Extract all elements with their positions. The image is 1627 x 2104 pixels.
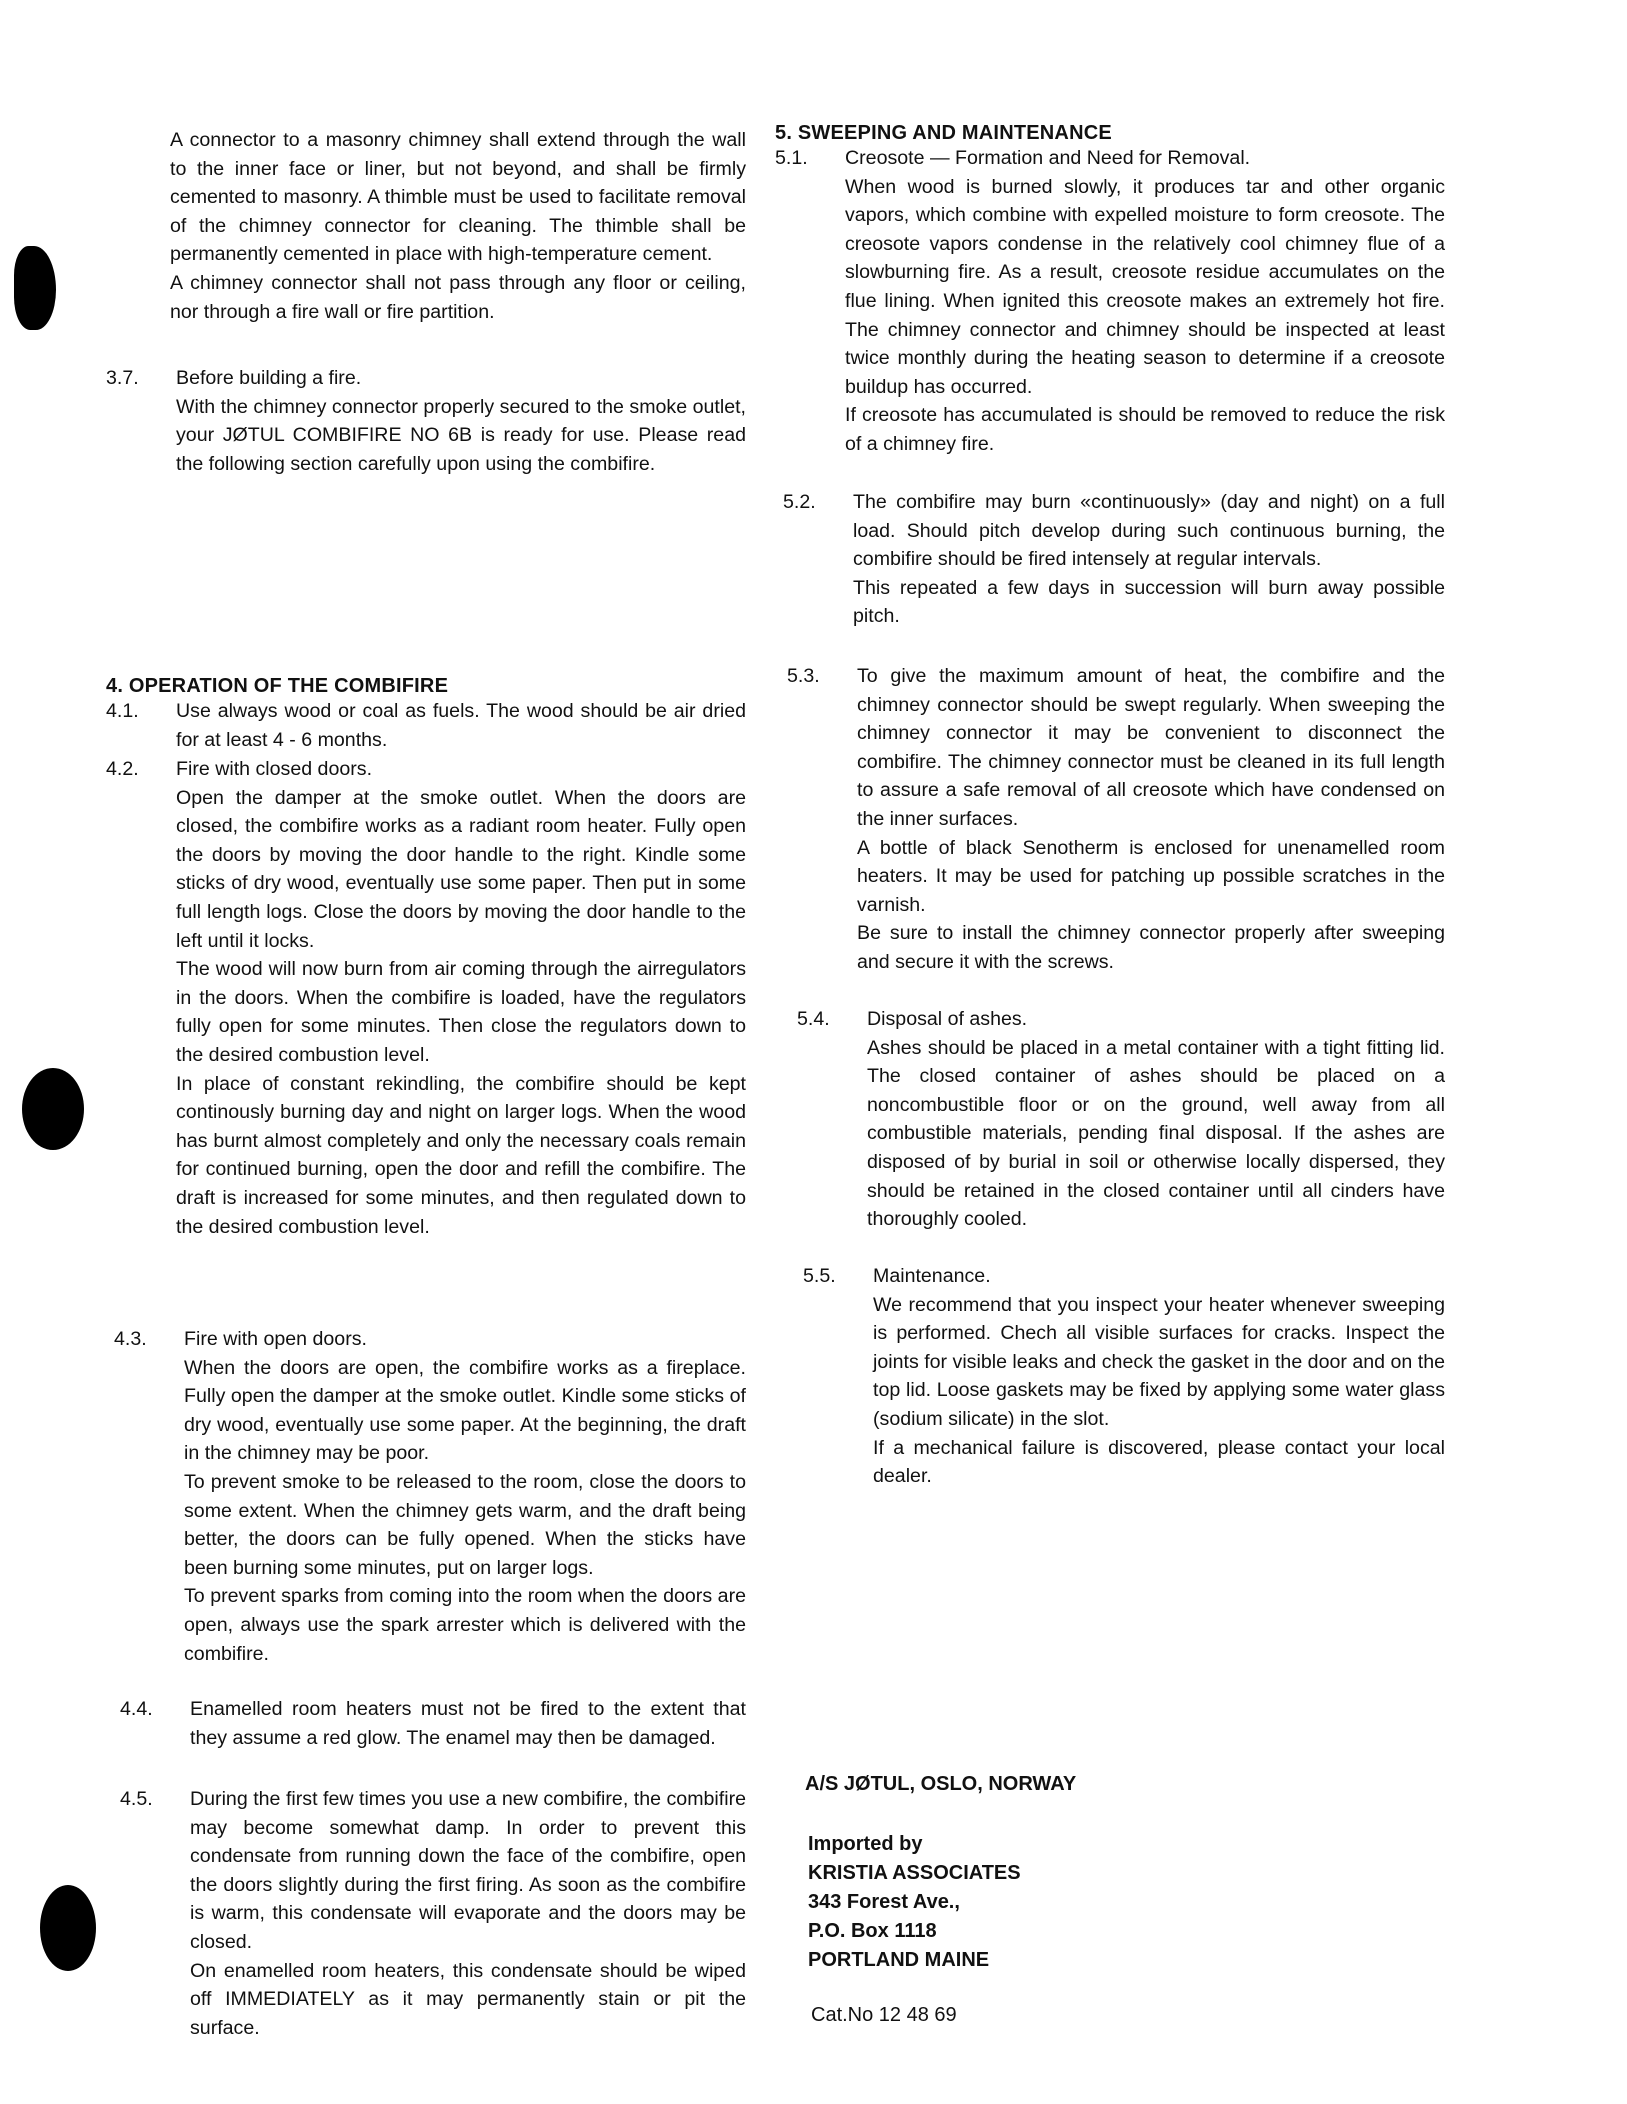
section-5-5 — [803, 1262, 1445, 1522]
section-text — [867, 1005, 1445, 1234]
section-paragraph: In place of constant rekindling, the combifire should be kept continously burning day and night on larger logs. When the wood has burnt almost completely and only the necessary coals remain for continued burning, open the door and refill the combifire. The draft is increased for some minutes, and then regulated down to the desired combustion level. — [176, 1072, 746, 1238]
section-text — [190, 1695, 746, 1752]
section-paragraph: When wood is burned slowly, it produces tar and other organic vapors, which combine with expelled moisture to form creosote. The creosote vapors condense in the relatively cool chimney flue of a slowburning fire. As a result, creosote residue accumulates on the flue lining. When ignited this creosote makes an extremely hot fire. The chimney connector and chimney should be inspected at least twice monthly during the heating season to determine if a creosote buildup has occurred. — [845, 175, 1445, 398]
section-paragraph: The wood will now burn from air coming through the airregulators in the doors. When the combifire is loaded, have the regulators fully open for some minutes. Then close the regulators down to the desired combustion level. — [176, 958, 746, 1066]
section-paragraph: To prevent sparks from coming into the room when the doors are open, always use the spark arrester which is delivered with the combifire. — [184, 1585, 746, 1665]
section-number: 5.5. — [803, 1265, 836, 1287]
section-paragraph: Maintenance. — [873, 1265, 991, 1287]
section-text — [190, 1785, 746, 2042]
imported-by-label: Imported by — [808, 1833, 923, 1855]
section-5-3 — [787, 662, 1445, 1002]
section-paragraph: Be sure to install the chimney connector properly after sweeping and secure it with the screws. — [857, 922, 1445, 973]
section-number: 4.2. — [106, 758, 139, 780]
section-paragraph: During the first few times you use a new combifire, the combifire may become somewhat damp. In order to prevent this condensate from running down the face of the combifire, open the doors slightly during the first firing. As soon as the combifire is warm, this condensate will evaporate and the doors may be closed. — [190, 1788, 746, 1953]
section-number: 5.2. — [783, 491, 816, 513]
section-text — [176, 755, 746, 1241]
section-4-2 — [106, 755, 746, 1315]
section-3-7 — [106, 364, 746, 514]
section-number: 3.7. — [106, 367, 139, 389]
section-number: 5.1. — [775, 147, 808, 169]
section-4-3 — [114, 1325, 746, 1695]
section-5-4 — [797, 1005, 1445, 1265]
section-text — [853, 488, 1445, 631]
intro-text — [170, 126, 746, 326]
manufacturer-line: A/S JØTUL, OSLO, NORWAY — [805, 1773, 1077, 1795]
section-text — [176, 364, 746, 478]
section-paragraph: To prevent smoke to be released to the room, close the doors to some extent. When the chimney gets warm, and the draft being better, the doors can be fully opened. When the sticks have been burning some minutes, put on larger logs. — [184, 1470, 746, 1579]
punch-hole-top — [14, 246, 56, 330]
section-paragraph: With the chimney connector properly secured to the smoke outlet, your JØTUL COMBIFIRE NO 6B is ready for use. Please read the following section carefully upon using the combifire. — [176, 395, 746, 475]
section-paragraph: Enamelled room heaters must not be fired to the extent that they assume a red glow. The enamel may then be damaged. — [190, 1698, 746, 1749]
section-paragraph: Creosote — Formation and Need for Removal. — [845, 147, 1251, 169]
section-paragraph: Ashes should be placed in a metal container with a tight fitting lid. The closed container of ashes should be placed on a noncombustible floor or on the ground, well away from all combustible materials, pending final disposal. If the ashes are disposed of by burial in soil or otherwise locally dispersed, they should be retained in the closed container until all cinders have thoroughly cooled. — [867, 1036, 1445, 1231]
section-paragraph: Before building a fire. — [176, 367, 362, 389]
section-5-1 — [775, 144, 1445, 484]
section-number: 4.1. — [106, 700, 139, 722]
punch-hole-bottom — [40, 1885, 96, 1971]
address-line: P.O. Box 1118 — [808, 1920, 937, 1942]
section-paragraph: This repeated a few days in succession will burn away possible pitch. — [853, 576, 1445, 628]
section-4-title: 4. OPERATION OF THE COMBIFIRE — [106, 675, 449, 697]
importer-block — [808, 1830, 1021, 1975]
catalog-number: Cat.No 12 48 69 — [811, 2004, 957, 2026]
section-paragraph: To give the maximum amount of heat, the combifire and the chimney connector should be swept regularly. When sweeping the chimney connector it may be convenient to disconnect the combifire. The chimney connector must be cleaned in its full length to assure a safe removal of all creosote which have condensed on the inner surfaces. — [857, 665, 1445, 830]
section-4-1 — [106, 697, 746, 757]
section-text — [176, 697, 746, 754]
section-paragraph: Fire with open doors. — [184, 1328, 367, 1350]
section-4-5 — [120, 1785, 746, 2045]
section-paragraph: If a mechanical failure is discovered, please contact your local dealer. — [873, 1436, 1445, 1488]
section-paragraph: We recommend that you inspect your heater whenever sweeping is performed. Chech all visible surfaces for cracks. Inspect the joints for visible leaks and check the gasket in the door and on the top lid. Loose gaskets may be fixed by applying some water glass (sodium silicate) in the slot. — [873, 1293, 1445, 1430]
section-text — [857, 662, 1445, 977]
section-paragraph: Disposal of ashes. — [867, 1008, 1028, 1030]
section-number: 5.4. — [797, 1008, 830, 1030]
section-paragraph: A bottle of black Senotherm is enclosed for unenamelled room heaters. It may be used for patching up possible scratches in the varnish. — [857, 836, 1445, 916]
section-text — [184, 1325, 746, 1668]
section-paragraph: When the doors are open, the combifire works as a fireplace. Fully open the damper at the smoke outlet. Kindle some sticks of dry wood, eventually use some paper. At the beginning, the draft in the chimney may be poor. — [184, 1356, 746, 1465]
punch-hole-middle — [22, 1068, 84, 1150]
section-paragraph: On enamelled room heaters, this condensate should be wiped off IMMEDIATELY as it may permanently stain or pit the surface. — [190, 1959, 746, 2039]
section-paragraph: The combifire may burn «continuously» (day and night) on a full load. Should pitch develop during such continuous burning, the combifire should be fired intensely at regular intervals. — [853, 491, 1445, 571]
section-paragraph: Fire with closed doors. — [176, 758, 373, 780]
intro-paragraph: A connector to a masonry chimney shall extend through the wall to the inner face or liner, but not beyond, and shall be firmly cemented to masonry. A thimble must be used to facilitate removal of the chimney connector for cleaning. The thimble shall be permanently cemented in place with high-temperature cement. — [170, 129, 746, 266]
address-line: 343 Forest Ave., — [808, 1891, 960, 1913]
section-paragraph: Use always wood or coal as fuels. The wood should be air dried for at least 4 - 6 months. — [176, 700, 746, 751]
section-5-title: 5. SWEEPING AND MAINTENANCE — [775, 122, 1112, 144]
section-5-2 — [783, 488, 1445, 658]
section-number: 4.5. — [120, 1788, 153, 1810]
intro-paragraph: A chimney connector shall not pass through any floor or ceiling, nor through a fire wall or fire partition. — [170, 271, 746, 323]
section-text — [845, 144, 1445, 459]
section-number: 5.3. — [787, 665, 820, 687]
section-text — [873, 1262, 1445, 1491]
address-line: PORTLAND MAINE — [808, 1949, 990, 1971]
importer-name: KRISTIA ASSOCIATES — [808, 1862, 1021, 1884]
section-paragraph: If creosote has accumulated is should be removed to reduce the risk of a chimney fire. — [845, 404, 1445, 455]
section-number: 4.4. — [120, 1698, 153, 1720]
section-paragraph: Open the damper at the smoke outlet. When the doors are closed, the combifire works as a radiant room heater. Fully open the doors by moving the door handle to the right. Kindle some sticks of dry wood, eventually use some paper. Then put in some full length logs. Close the doors by moving the door handle to the left until it locks. — [176, 786, 746, 952]
section-number: 4.3. — [114, 1328, 147, 1350]
section-4-4 — [120, 1695, 746, 1785]
